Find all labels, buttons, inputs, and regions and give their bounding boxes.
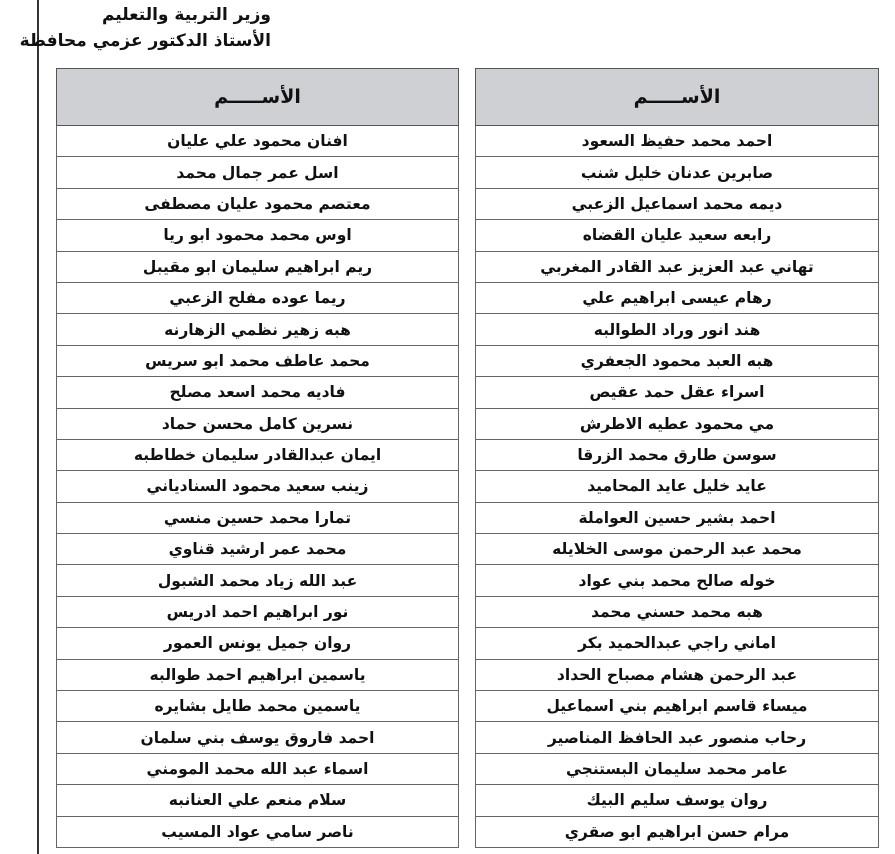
table-row xyxy=(476,785,879,816)
table-header-row xyxy=(476,69,879,126)
table-row xyxy=(57,691,459,722)
name-cell: تهاني عبد العزيز عبد القادر المغربي xyxy=(476,251,879,282)
name-cell: هند انور وراد الطوالبه xyxy=(476,314,879,345)
name-cell: اماني راجي عبدالحميد بكر xyxy=(476,628,879,659)
name-cell: محمد عبد الرحمن موسى الخلايله xyxy=(476,534,879,565)
name-cell: مي محمود عطيه الاطرش xyxy=(476,408,879,439)
name-cell: اوس محمد محمود ابو ريا xyxy=(57,220,459,251)
minister-name: الأستاذ الدكتور عزمي محافظة xyxy=(19,31,271,51)
name-cell: هبه محمد حسني محمد xyxy=(476,596,879,627)
name-cell: روان جميل يونس العمور xyxy=(57,628,459,659)
names-table-left xyxy=(56,68,459,848)
table-row xyxy=(476,471,879,502)
table-row xyxy=(476,314,879,345)
table-row xyxy=(476,126,879,157)
table-row xyxy=(57,408,459,439)
table-row xyxy=(57,314,459,345)
table-row xyxy=(57,628,459,659)
name-cell: عبد الرحمن هشام مصباح الحداد xyxy=(476,659,879,690)
name-cell: سلام منعم علي العنانبه xyxy=(57,785,459,816)
table-row xyxy=(57,471,459,502)
table-row xyxy=(476,816,879,847)
column-header-name: الأســـــم xyxy=(57,69,459,126)
column-header-name: الأســـــم xyxy=(476,69,879,126)
table-row xyxy=(476,439,879,470)
table-row xyxy=(57,816,459,847)
table-body xyxy=(476,126,879,848)
table-row xyxy=(476,377,879,408)
document-header xyxy=(11,2,271,54)
name-cell: افنان محمود علي عليان xyxy=(57,126,459,157)
name-cell: عايد خليل عايد المحاميد xyxy=(476,471,879,502)
table-row xyxy=(476,628,879,659)
table-row xyxy=(476,220,879,251)
table-row xyxy=(57,282,459,313)
name-cell: ريم ابراهيم سليمان ابو مقيبل xyxy=(57,251,459,282)
name-cell: رهام عيسى ابراهيم علي xyxy=(476,282,879,313)
table-row xyxy=(57,157,459,188)
table-row xyxy=(476,691,879,722)
table-row xyxy=(57,534,459,565)
table-row xyxy=(57,565,459,596)
table-row xyxy=(476,502,879,533)
table-body xyxy=(57,126,459,848)
table-row xyxy=(57,659,459,690)
table-row xyxy=(476,659,879,690)
table-row xyxy=(476,722,879,753)
name-cell: عبد الله زياد محمد الشبول xyxy=(57,565,459,596)
table-row xyxy=(476,753,879,784)
name-cell: صابرين عدنان خليل شنب xyxy=(476,157,879,188)
table-row xyxy=(57,785,459,816)
name-cell: خوله صالح محمد بني عواد xyxy=(476,565,879,596)
name-cell: ياسمين ابراهيم احمد طوالبه xyxy=(57,659,459,690)
name-cell: احمد بشير حسين العواملة xyxy=(476,502,879,533)
table-row xyxy=(57,126,459,157)
name-cell: رحاب منصور عبد الحافظ المناصير xyxy=(476,722,879,753)
name-cell: فاديه محمد اسعد مصلح xyxy=(57,377,459,408)
table-row xyxy=(476,282,879,313)
name-cell: نور ابراهيم احمد ادريس xyxy=(57,596,459,627)
table-row xyxy=(476,534,879,565)
table-row xyxy=(476,188,879,219)
name-cell: سوسن طارق محمد الزرقا xyxy=(476,439,879,470)
table-row xyxy=(57,188,459,219)
table-row xyxy=(476,408,879,439)
table-row xyxy=(57,220,459,251)
table-row xyxy=(57,377,459,408)
name-cell: ياسمين محمد طايل بشايره xyxy=(57,691,459,722)
table-row xyxy=(57,596,459,627)
table-row xyxy=(57,439,459,470)
table-row xyxy=(57,345,459,376)
table-row xyxy=(476,345,879,376)
table-row xyxy=(476,565,879,596)
name-cell: اسراء عقل حمد عقيص xyxy=(476,377,879,408)
name-cell: احمد فاروق يوسف بني سلمان xyxy=(57,722,459,753)
name-cell: نسرين كامل محسن حماد xyxy=(57,408,459,439)
page-left-border xyxy=(37,0,39,854)
name-cell: عامر محمد سليمان البستنجي xyxy=(476,753,879,784)
table-row xyxy=(57,753,459,784)
name-cell: تمارا محمد حسين منسي xyxy=(57,502,459,533)
name-cell: زينب سعيد محمود السنادياني xyxy=(57,471,459,502)
name-cell: ديمه محمد اسماعيل الزعبي xyxy=(476,188,879,219)
table-header-row xyxy=(57,69,459,126)
name-cell: هبه العبد محمود الجعفري xyxy=(476,345,879,376)
name-cell: احمد محمد حفيظ السعود xyxy=(476,126,879,157)
name-cell: ايمان عبدالقادر سليمان خطاطبه xyxy=(57,439,459,470)
table-row xyxy=(476,251,879,282)
name-cell: محمد عمر ارشيد قناوي xyxy=(57,534,459,565)
name-cell: رابعه سعيد عليان القضاه xyxy=(476,220,879,251)
name-cell: ميساء قاسم ابراهيم بني اسماعيل xyxy=(476,691,879,722)
name-cell: ناصر سامي عواد المسيب xyxy=(57,816,459,847)
name-cell: ريما عوده مفلح الزعبي xyxy=(57,282,459,313)
name-cell: روان يوسف سليم البيك xyxy=(476,785,879,816)
table-row xyxy=(476,157,879,188)
name-cell: اسل عمر جمال محمد xyxy=(57,157,459,188)
names-table-right xyxy=(475,68,879,848)
minister-title: وزير التربية والتعليم xyxy=(101,5,271,25)
table-row xyxy=(476,596,879,627)
name-cell: اسماء عبد الله محمد المومني xyxy=(57,753,459,784)
name-cell: مرام حسن ابراهيم ابو صقري xyxy=(476,816,879,847)
name-cell: هبه زهير نظمي الزهارنه xyxy=(57,314,459,345)
table-row xyxy=(57,722,459,753)
table-row xyxy=(57,251,459,282)
table-row xyxy=(57,502,459,533)
name-cell: محمد عاطف محمد ابو سريس xyxy=(57,345,459,376)
name-cell: معتصم محمود عليان مصطفى xyxy=(57,188,459,219)
